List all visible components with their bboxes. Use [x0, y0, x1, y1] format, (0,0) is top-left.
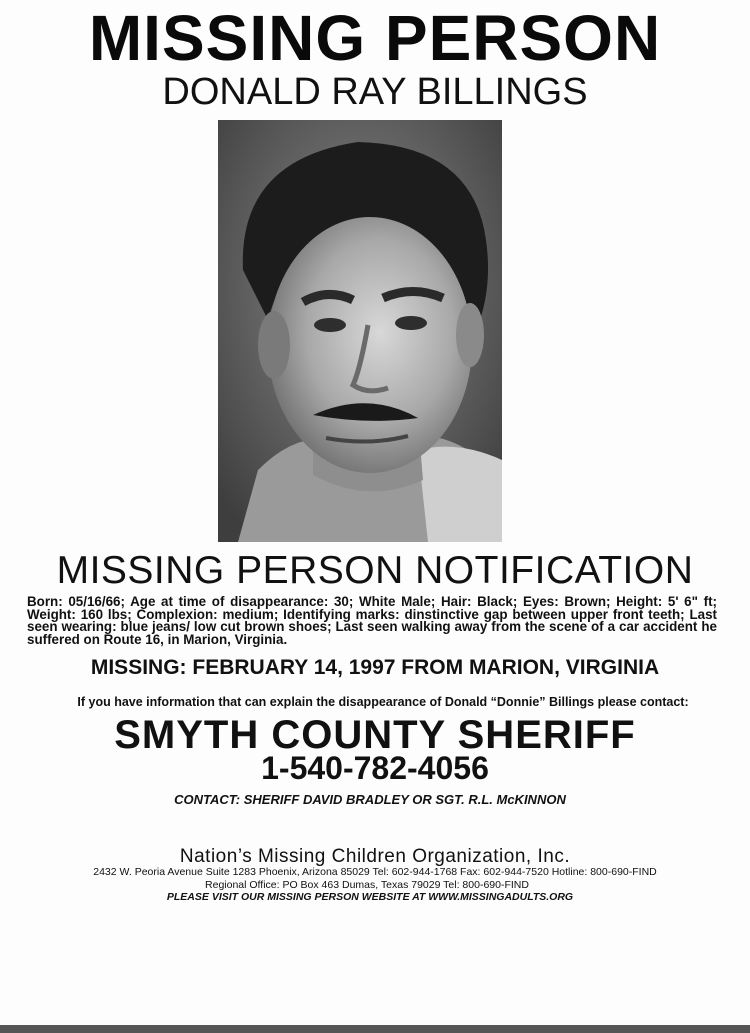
- person-name: DONALD RAY BILLINGS: [162, 71, 588, 113]
- missing-date-line: MISSING: FEBRUARY 14, 1997 FROM MARION, VIRGINIA: [90, 656, 660, 679]
- sheriff-heading: SMYTH COUNTY SHERIFF: [114, 713, 636, 757]
- portrait-photo-graphic: [218, 120, 502, 542]
- person-portrait-photo: [218, 120, 502, 542]
- organization-name: Nation’s Missing Children Organization, Inc.: [179, 846, 571, 867]
- notification-heading: MISSING PERSON NOTIFICATION: [56, 549, 694, 592]
- organization-address: 2432 W. Peoria Avenue Suite 1283 Phoenix, Arizona 85029 Tel: 602-944-1768 Fax: 602-944-7520 Hotline: 800-690-FIND: [93, 866, 657, 878]
- contact-names: CONTACT: SHERIFF DAVID BRADLEY OR SGT. R.L. McKINNON: [174, 792, 566, 807]
- person-description: Born: 05/16/66; Age at time of disappearance: 30; White Male; Hair: Black; Eyes: Brown; Height: 5' 6" ft; Weight: 160 lbs; Complexion: medium; Identifying marks: dinstinctive gap between upper front teeth; Last seen wearing: blue jeans/ low cut brown shoes; Last seen walking away from the scene of a car accident he suffered on Route 16, in Marion, Virginia.: [27, 594, 717, 647]
- info-request-line: If you have information that can explain the disappearance of Donald “Donnie” Billings please contact:: [77, 695, 689, 709]
- regional-office-address: Regional Office: PO Box 463 Dumas, Texas 79029 Tel: 800-690-FIND: [205, 879, 529, 891]
- scan-edge: [0, 1025, 750, 1033]
- website-line: PLEASE VISIT OUR MISSING PERSON WEBSITE AT WWW.MISSINGADULTS.ORG: [166, 891, 574, 903]
- poster-title: MISSING PERSON: [88, 2, 662, 74]
- sheriff-phone: 1-540-782-4056: [261, 750, 489, 786]
